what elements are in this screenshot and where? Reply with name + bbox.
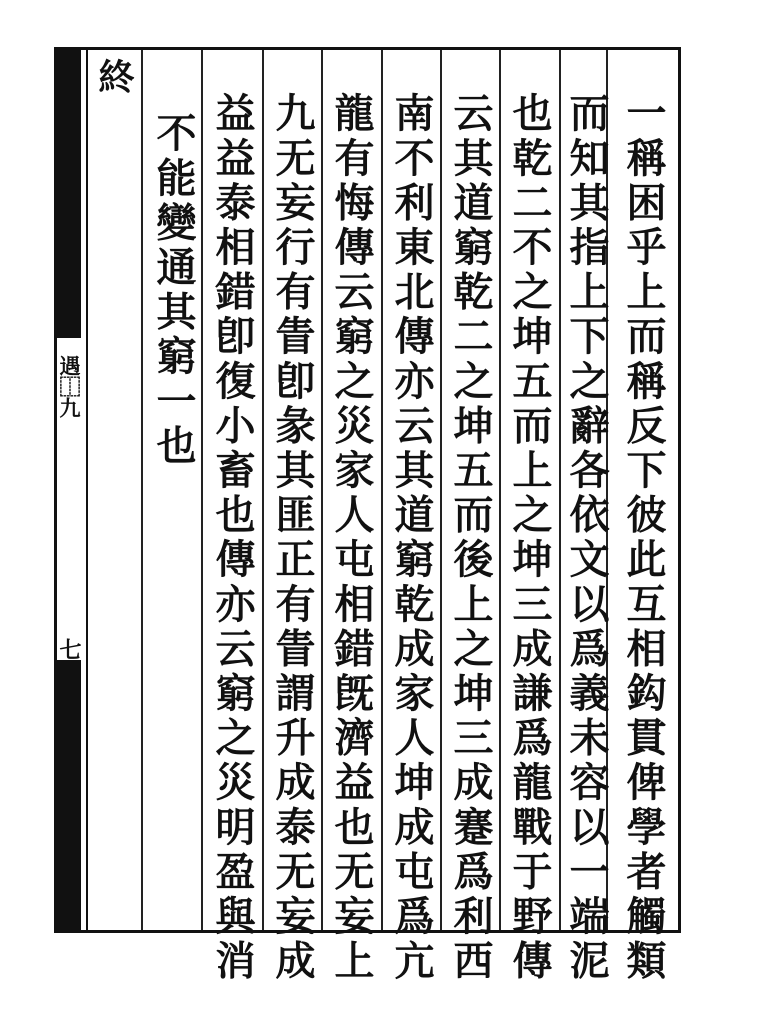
text-column-7: 九无妄行有眚卽彖其匪正有眚謂升成泰无妄成	[269, 92, 316, 984]
text-column-2: 而知其指上下之辭各依文以爲義未容以一端泥	[563, 92, 610, 984]
text-column-1: 一稱困乎上而稱反下彼此互相鈎貫俾學者觸類	[620, 92, 667, 984]
column-rule	[321, 50, 323, 930]
fold-black-bar-bottom	[57, 660, 81, 930]
text-column-4: 云其道窮乾二之坤五而後上之坤三成蹇爲利西	[447, 92, 494, 984]
column-rule	[141, 50, 143, 930]
text-column-6: 龍有悔傳云窮之災家人屯相錯旣濟益也无妄上	[328, 92, 375, 984]
column-rule	[559, 50, 561, 930]
fold-margin-rule	[86, 50, 88, 930]
column-rule	[201, 50, 203, 930]
column-rule	[381, 50, 383, 930]
column-rule	[499, 50, 501, 930]
end-mark: 終	[93, 58, 135, 94]
text-column-3: 也乾二不之坤五而上之坤三成謙爲龍戰于野傳	[506, 92, 553, 984]
text-column-9: 不能變通其窮一也	[150, 112, 197, 469]
fold-margin	[57, 50, 81, 930]
page-number: 七	[56, 638, 82, 660]
fold-black-bar-top	[57, 50, 81, 338]
text-column-8: 益益泰相錯卽復小畜也傳亦云窮之災明盈與消	[209, 92, 256, 984]
text-column-5: 南不利東北傳亦云其道窮乾成家人坤成屯爲亢	[388, 92, 435, 984]
column-rule	[262, 50, 264, 930]
column-rule	[440, 50, 442, 930]
fold-title: 遇⿰九	[57, 355, 82, 418]
